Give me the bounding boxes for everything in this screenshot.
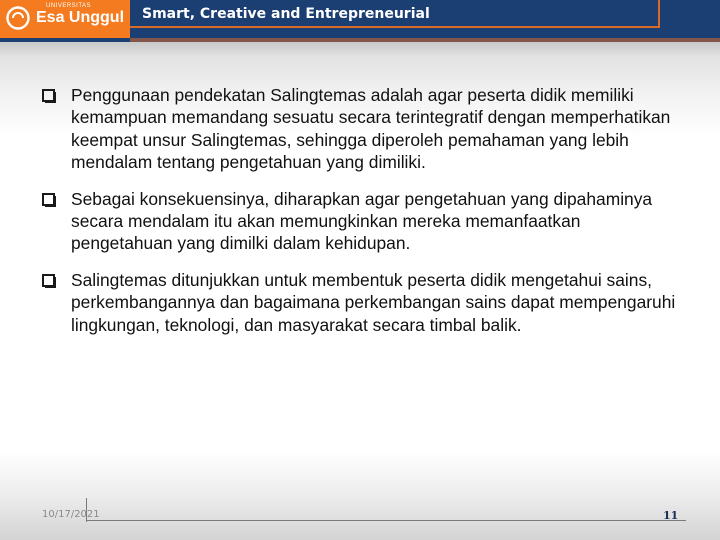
logo	[0, 0, 130, 38]
bullet-item	[42, 84, 682, 174]
bullet-text: Penggunaan pendekatan Salingtemas adalah agar peserta didik memiliki kemampuan memandang sesuatu secara terintegratif dengan memperhatikan keempat unsur Salingtemas, sehingga diperoleh pemahaman yang lebih mendalam tentang pengetahuan yang dimiliki.	[71, 85, 671, 173]
logo-text: Esa Unggul	[36, 9, 125, 26]
bullet-item	[42, 269, 682, 336]
tagline: Smart, Creative and Entrepreneurial	[142, 6, 430, 22]
footer-divider	[86, 520, 686, 521]
bullet-text: Sebagai konsekuensinya, diharapkan agar pengetahuan yang dipahaminya secara mendalam itu akan memungkinkan mereka memanfaatkan pengetahuan yang dimilki dalam kehidupan.	[71, 188, 653, 254]
footer-date: 10/17/2021	[42, 509, 100, 520]
checkbox-bullet-icon	[42, 274, 55, 287]
header-bar	[0, 0, 720, 42]
bullet-list	[42, 84, 682, 350]
logo-emblem-icon	[5, 5, 31, 31]
page-number: 11	[663, 509, 679, 522]
bullet-item	[42, 188, 682, 255]
slide-top-shade	[0, 42, 720, 56]
checkbox-bullet-icon	[42, 193, 55, 206]
checkbox-bullet-icon	[42, 89, 55, 102]
logo-subtitle: UNIVERSITAS	[46, 3, 92, 9]
bullet-text: Salingtemas ditunjukkan untuk membentuk peserta didik mengetahui sains, perkembangannya dan bagaimana perkembangan sains dapat mempengaruhi lingkungan, teknologi, dan masyarakat secara timbal balik.	[71, 269, 676, 335]
